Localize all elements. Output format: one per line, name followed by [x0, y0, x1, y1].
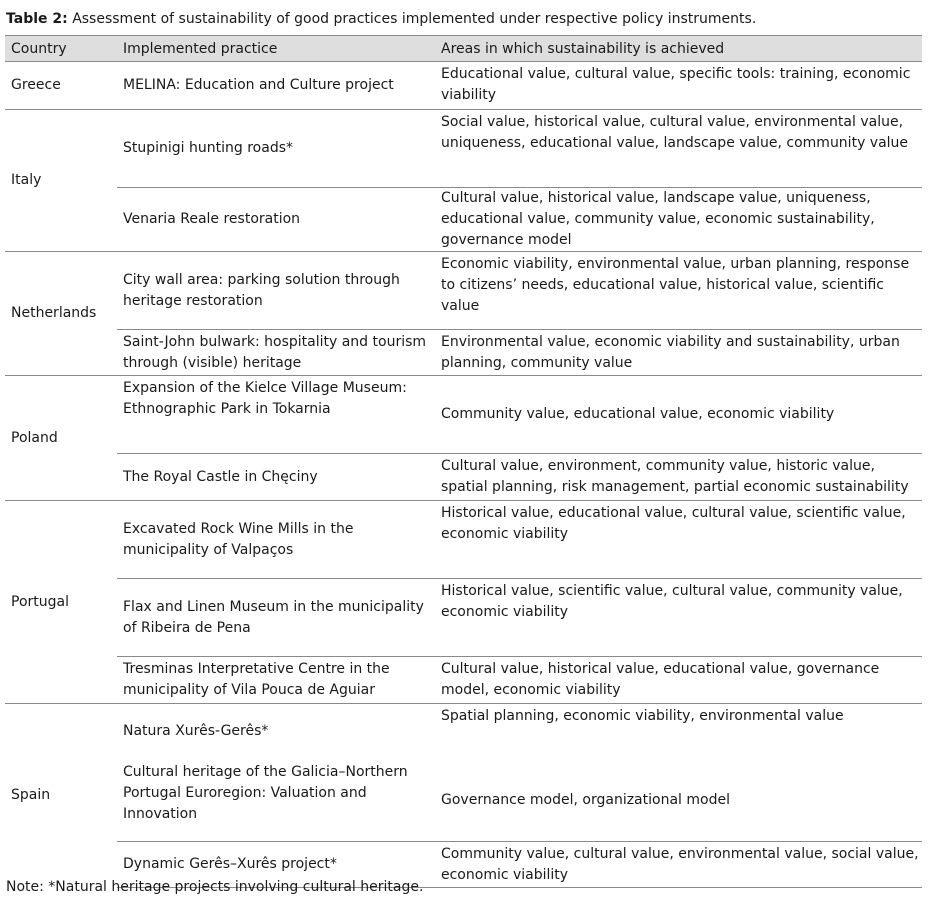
header-practice: Implemented practice	[117, 36, 435, 62]
table-row	[5, 501, 922, 579]
country-cell: Greece	[5, 62, 117, 110]
areas-cell: Educational value, cultural value, specific tools: training, economic viability	[435, 62, 922, 110]
areas-cell: Governance model, organizational model	[441, 791, 730, 808]
practice-cell: Dynamic Gerês–Xurês project*	[117, 842, 435, 888]
areas-cell: Historical value, educational value, cultural value, scientific value, economic viability	[435, 501, 922, 579]
header-areas: Areas in which sustainability is achieved	[435, 36, 922, 62]
table-row	[5, 657, 922, 704]
areas-cell: Cultural value, historical value, landscape value, uniqueness, educational value, community value, economic sustainability, governance model	[435, 188, 922, 252]
practice-cell: Natura Xurês-Gerês*	[117, 704, 435, 760]
practice-cell: City wall area: parking solution through heritage restoration	[117, 252, 435, 330]
practice-cell: Stupinigi hunting roads*	[117, 110, 435, 188]
practice-cell: MELINA: Education and Culture project	[117, 62, 435, 110]
areas-cell: Spatial planning, economic viability, environmental value	[435, 704, 922, 760]
table-row	[5, 62, 922, 110]
practice-cell: Saint-John bulwark: hospitality and tourism through (visible) heritage	[117, 330, 435, 376]
practice-cell: Excavated Rock Wine Mills in the municipality of Valpaços	[117, 501, 435, 579]
areas-cell: Social value, historical value, cultural value, environmental value, uniqueness, educational value, landscape value, community value	[435, 110, 922, 188]
practice-cell: Venaria Reale restoration	[117, 188, 435, 252]
table-row	[5, 760, 922, 842]
areas-cell: Community value, educational value, economic viability	[435, 376, 922, 454]
table-row	[5, 252, 922, 330]
table-note: Note: *Natural heritage projects involving cultural heritage.	[6, 879, 424, 895]
table-caption	[6, 9, 756, 29]
country-cell: Poland	[5, 376, 117, 501]
header-country: Country	[5, 36, 117, 62]
country-cell: Spain	[5, 704, 117, 888]
table-row	[5, 579, 922, 657]
country-cell: Italy	[5, 110, 117, 252]
table-label: Table 2:	[6, 11, 68, 27]
table-row	[5, 454, 922, 501]
country-cell: Portugal	[5, 501, 117, 704]
practice-cell: Expansion of the Kielce Village Museum: Ethnographic Park in Tokarnia	[117, 376, 435, 454]
areas-cell: Historical value, scientific value, cultural value, community value, economic viability	[435, 579, 922, 657]
sustainability-table	[5, 35, 922, 888]
areas-cell: Community value, cultural value, environmental value, social value, economic viability	[435, 842, 922, 888]
areas-cell: Environmental value, economic viability and sustainability, urban planning, community value	[435, 330, 922, 376]
areas-cell: Cultural value, historical value, educational value, governance model, economic viability	[435, 657, 922, 704]
practice-cell: Flax and Linen Museum in the municipality of Ribeira de Pena	[117, 579, 435, 657]
table-row	[5, 188, 922, 252]
table-title: Assessment of sustainability of good practices implemented under respective policy instruments.	[72, 11, 757, 27]
country-cell: Netherlands	[5, 252, 117, 376]
table-row	[5, 110, 922, 188]
table-row	[5, 330, 922, 376]
areas-cell: Cultural value, environment, community value, historic value, spatial planning, risk management, partial economic sustainability	[435, 454, 922, 501]
practice-cell: Tresminas Interpretative Centre in the municipality of Vila Pouca de Aguiar	[117, 657, 435, 704]
table-row	[5, 376, 922, 454]
header-row	[5, 36, 922, 62]
practice-cell: The Royal Castle in Chęciny	[117, 454, 435, 501]
table-row	[5, 704, 922, 760]
practice-cell: Cultural heritage of the Galicia–Northern Portugal Euroregion: Valuation and Innovation	[123, 763, 408, 822]
areas-cell: Economic viability, environmental value, urban planning, response to citizens’ needs, educational value, historical value, scientific value	[435, 252, 922, 330]
